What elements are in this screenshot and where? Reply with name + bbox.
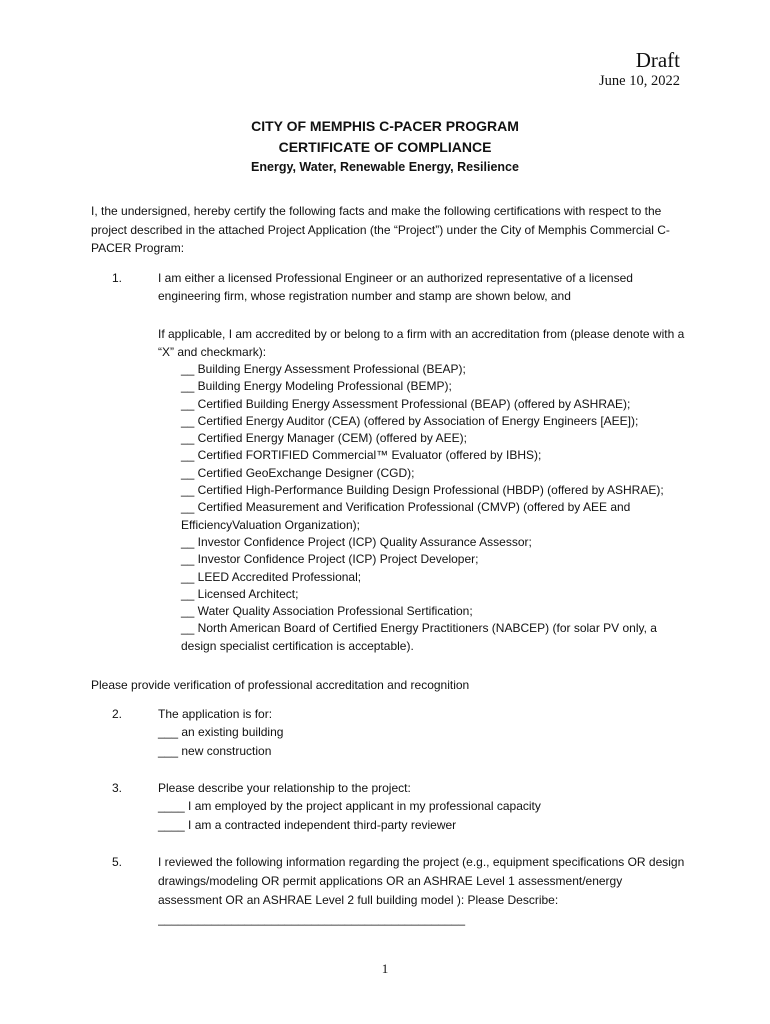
page-number: 1 bbox=[381, 961, 389, 976]
accreditation-item: __ Building Energy Modeling Professional (BEMP); bbox=[181, 379, 452, 394]
relationship-options bbox=[158, 797, 688, 835]
accreditation-item: __ Investor Confidence Project (ICP) Quality Assurance Assessor; bbox=[181, 534, 532, 549]
checkbox-line-existing-building[interactable]: ___ an existing building bbox=[158, 725, 284, 739]
accreditation-item: __ Certified High-Performance Building Design Professional (HBDP) (offered by ASHRAE); bbox=[181, 483, 664, 498]
section-text: I reviewed the following information regarding the project (e.g., equipment specifications OR design drawings/modeling OR permit applications OR an ASHRAE Level 1 assessment/energy assessment OR an ASHRAE Level 2 full building model ): Please Describe: bbox=[158, 855, 685, 907]
draft-label: Draft bbox=[635, 48, 680, 72]
document-title: CITY OF MEMPHIS C-PACER PROGRAM bbox=[251, 118, 519, 134]
verification-note: Please provide verification of professional accreditation and recognition bbox=[91, 678, 470, 692]
accreditation-item: __ North American Board of Certified Energy Practitioners (NABCEP) (for solar PV only, a design specialist certification is acceptable). bbox=[181, 621, 657, 653]
accreditation-item: __ Certified Energy Auditor (CEA) (offered by Association of Energy Engineers [AEE]); bbox=[181, 413, 639, 428]
document-subtitle: Energy, Water, Renewable Energy, Resilience bbox=[251, 160, 519, 174]
section-number: 2. bbox=[112, 707, 123, 721]
checkbox-line-third-party[interactable]: ____ I am a contracted independent third-party reviewer bbox=[158, 818, 457, 832]
section-number: 5. bbox=[112, 855, 123, 869]
accreditation-item: __ Certified Energy Manager (CEM) (offered by AEE); bbox=[181, 431, 467, 446]
accreditation-item: __ Water Quality Association Professional Sertification; bbox=[181, 604, 473, 619]
document-date: June 10, 2022 bbox=[599, 73, 680, 89]
section-number: 1. bbox=[112, 271, 123, 285]
section-text: I am either a licensed Professional Engineer or an authorized representative of a licensed engineering firm, whose registration number and stamp are shown below, and bbox=[158, 271, 633, 303]
section-number: 3. bbox=[112, 781, 123, 795]
accreditation-item: __ Licensed Architect; bbox=[181, 586, 299, 601]
accreditation-item: __ Building Energy Assessment Professional (BEAP); bbox=[181, 362, 466, 376]
section-text: The application is for: bbox=[158, 707, 273, 721]
accreditation-item: __ LEED Accredited Professional; bbox=[181, 569, 362, 584]
checkbox-line-new-construction[interactable]: ___ new construction bbox=[158, 744, 272, 758]
accreditation-item: __ Certified Building Energy Assessment Professional (BEAP) (offered by ASHRAE); bbox=[181, 396, 631, 411]
checkbox-line-employed[interactable]: ____ I am employed by the project applicant in my professional capacity bbox=[158, 799, 541, 813]
application-options bbox=[158, 723, 688, 761]
accreditation-intro: If applicable, I am accredited by or belong to a firm with an accreditation from (please denote with a “X” and checkmark): bbox=[158, 327, 685, 359]
accreditation-item: __ Investor Confidence Project (ICP) Project Developer; bbox=[181, 552, 479, 567]
section-text: Please describe your relationship to the project: bbox=[158, 781, 411, 795]
intro-paragraph: I, the undersigned, hereby certify the following facts and make the following certifications with respect to the project described in the attached Project Application (the “Project”) under the City of Memphis Commercial C-PACER Program: bbox=[91, 204, 670, 255]
accreditation-list bbox=[181, 361, 691, 655]
accreditation-item: __ Certified Measurement and Verification Professional (CMVP) (offered by AEE and EfficiencyValuation Organization); bbox=[181, 500, 631, 532]
accreditation-item: __ Certified GeoExchange Designer (CGD); bbox=[181, 465, 415, 480]
document-title-line2: CERTIFICATE OF COMPLIANCE bbox=[278, 139, 492, 155]
accreditation-item: __ Certified FORTIFIED Commercial™ Evaluator (offered by IBHS); bbox=[181, 448, 542, 463]
describe-blank-line[interactable]: ______________________________________________ bbox=[158, 912, 465, 926]
